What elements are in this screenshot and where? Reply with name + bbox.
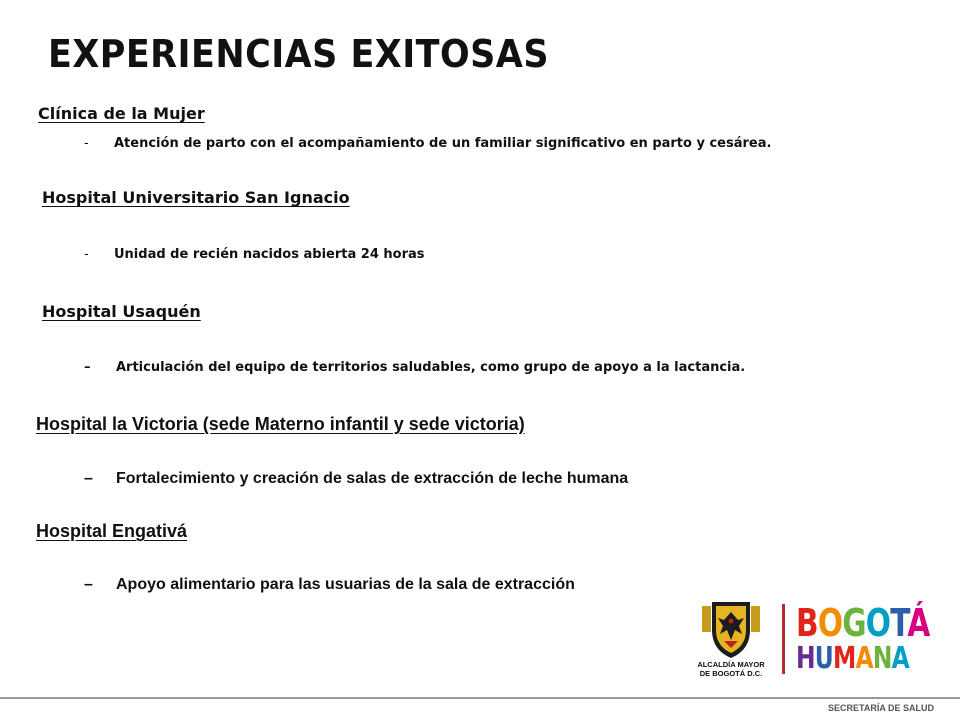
brand-letter: M [833, 641, 856, 676]
brand-line-bogota [796, 601, 930, 645]
brand-letter: A [855, 641, 873, 676]
logo-divider [782, 604, 785, 674]
list-item-la-victoria [84, 470, 628, 488]
brand-letter: B [796, 601, 818, 645]
brand-letter: A [891, 641, 910, 676]
list-item-text: Apoyo alimentario para las usuarias de la sala de extracción [116, 576, 575, 593]
footer-divider [0, 697, 960, 699]
bullet-dash: – [84, 360, 91, 375]
alcaldia-caption [686, 660, 776, 678]
list-item-text: Atención de parto con el acompañamiento de un familiar significativo en parto y cesárea. [114, 136, 772, 151]
brand-letter: N [872, 641, 892, 676]
list-item-engativa [84, 576, 575, 594]
brand-letter: U [814, 641, 834, 676]
page-title: EXPERIENCIAS EXITOSAS [48, 32, 549, 76]
section-heading-usaquen: Hospital Usaquén [42, 302, 201, 321]
footer-secretaria: SECRETARÍA DE SALUD [827, 703, 934, 713]
section-heading-la-victoria: Hospital la Victoria (sede Materno infantil y sede victoria) [36, 414, 525, 434]
footer-logos [697, 600, 940, 692]
alcaldia-line-2: DE BOGOTÁ D.C. [699, 669, 763, 678]
list-item-san-ignacio [84, 247, 425, 262]
bullet-dash: – [84, 470, 93, 487]
brand-letter: O [865, 601, 891, 645]
brand-line-humana [796, 641, 930, 676]
brand-letter: O [817, 601, 843, 645]
list-item-usaquen [84, 360, 745, 375]
list-item-text: Articulación del equipo de territorios saludables, como grupo de apoyo a la lactancia. [116, 360, 746, 375]
section-heading-clinica-mujer: Clínica de la Mujer [38, 104, 205, 123]
list-item-clinica-mujer [84, 136, 771, 151]
brand-letter: T [890, 601, 908, 645]
section-heading-engativa: Hospital Engativá [36, 521, 188, 541]
bogota-humana-logo [796, 601, 960, 676]
bullet-dash: - [84, 247, 89, 262]
section-heading-san-ignacio: Hospital Universitario San Ignacio [42, 188, 350, 207]
bogota-coat-of-arms-icon [700, 600, 762, 660]
brand-letter: G [842, 601, 866, 645]
bullet-dash: - [84, 136, 89, 151]
bullet-dash: – [84, 576, 93, 593]
list-item-text: Unidad de recién nacidos abierta 24 horas [114, 247, 425, 262]
alcaldia-line-1: ALCALDÍA MAYOR [697, 660, 765, 669]
brand-letter: Á [907, 601, 930, 645]
list-item-text: Fortalecimiento y creación de salas de extracción de leche humana [116, 470, 629, 487]
brand-letter: H [796, 641, 815, 676]
